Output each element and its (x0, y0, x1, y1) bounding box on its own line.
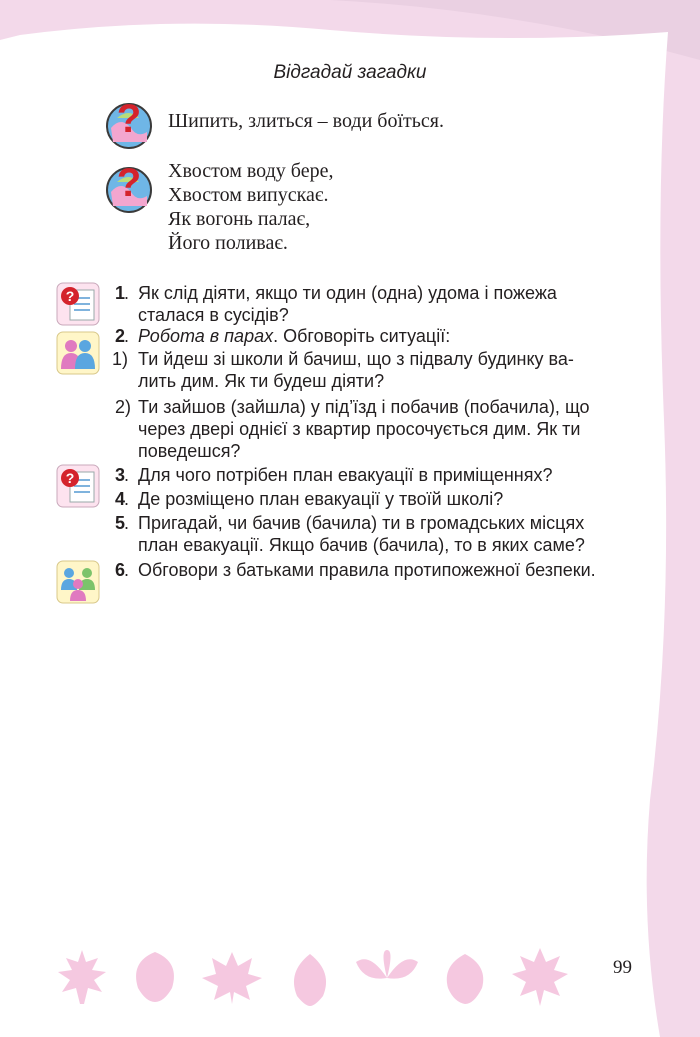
riddle-line: Хвостом воду бере, (168, 160, 334, 182)
leaf-icon (283, 952, 338, 1007)
task-number: 4 (115, 489, 126, 509)
task-number: 2 (115, 326, 126, 346)
task-line: Як слід діяти, якщо ти один (одна) удома і пожежа (138, 283, 557, 303)
task-line: Для чого потрібен план евакуації в приміщеннях? (138, 465, 553, 485)
situation-2 (0, 396, 700, 462)
task-line: Де розміщено план евакуації у твоїй школі? (138, 489, 504, 509)
section-title: Відгадай загадки (273, 62, 427, 83)
task-text (138, 488, 640, 510)
task-2: 2 . Робота в парах. Обговоріть ситуації: (0, 325, 700, 347)
task-text (138, 559, 640, 581)
situation-1 (0, 348, 700, 392)
svg-text:?: ? (116, 98, 142, 141)
task-4: 4 . Де розміщено план евакуації у твоїй школі? (0, 488, 700, 510)
task-number: 1 (115, 283, 126, 303)
task-number: 6 (115, 560, 126, 580)
situation-line: поведешся? (138, 441, 241, 461)
svg-text:?: ? (116, 162, 142, 205)
riddle-question-icon (103, 162, 155, 214)
svg-text:?: ? (65, 288, 75, 304)
situation-number: 2) (115, 397, 132, 417)
task-text (138, 325, 640, 347)
riddle-line: Його поливає. (168, 232, 288, 254)
riddle-1 (168, 109, 444, 133)
page-number: 99 (613, 957, 632, 978)
riddle-2 (168, 159, 333, 255)
riddle-line: Шипить, злиться – води боїться. (168, 110, 444, 132)
task-number: 5 (115, 513, 126, 533)
leaf-icon (350, 948, 425, 1008)
task-line: сталася в сусідів? (138, 305, 289, 325)
task-3: 3 . Для чого потрібен план евакуації в приміщеннях? (0, 464, 700, 486)
situation-line: лить дим. Як ти будеш діяти? (138, 371, 385, 391)
task-5: 5 . Пригадай, чи бачив (бачила) ти в громадських місцях план евакуації. Якщо бачив (бачила), то в яких саме? (0, 512, 700, 556)
leaf-icon (510, 946, 570, 1008)
situation-line: через двері однієї з квартир просочується дим. Як ти (138, 419, 581, 439)
riddle-line: Хвостом випускає. (168, 184, 329, 206)
leaf-icon (200, 950, 265, 1005)
task-text (138, 512, 640, 556)
leaf-icon (440, 952, 490, 1007)
svg-text:?: ? (65, 470, 75, 486)
task-line: Пригадай, чи бачив (бачила) ти в громадських місцях (138, 513, 585, 533)
task-line: Обговори з батьками правила протипожежної безпеки. (138, 560, 596, 580)
leaf-icon (52, 948, 112, 1008)
task-line: план евакуації. Якщо бачив (бачила), то в яких саме? (138, 535, 585, 555)
task-text (138, 282, 640, 326)
situation-number: 1) (112, 349, 129, 369)
situation-text (138, 348, 640, 392)
task-6: 6 . Обговори з батьками правила протипожежної безпеки. (0, 559, 700, 581)
riddle-line: Як вогонь палає, (168, 208, 311, 230)
task-italic-label: Робота в парах (138, 326, 274, 346)
situation-line: Ти зайшов (зайшла) у під’їзд і побачив (побачила), що (138, 397, 590, 417)
riddle-question-icon (103, 98, 155, 150)
situation-text (138, 396, 640, 462)
task-1: 1 . Як слід діяти, якщо ти один (одна) удома і пожежа сталася в сусідів? (0, 282, 700, 326)
task-text (138, 464, 640, 486)
leaf-icon (128, 950, 183, 1005)
situation-line: Ти йдеш зі школи й бачиш, що з підвалу будинку ва- (138, 349, 574, 369)
task-number: 3 (115, 465, 126, 485)
task-line: . Обговоріть ситуації: (273, 326, 451, 346)
